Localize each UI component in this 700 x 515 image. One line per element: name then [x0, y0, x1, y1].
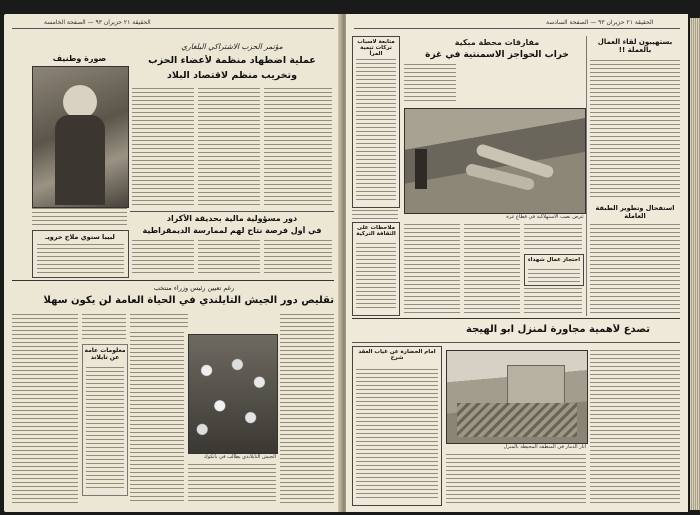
- left-photo-caption-lines: [32, 208, 127, 228]
- left-second-col-3: [264, 240, 332, 276]
- left-main-col-4: [280, 314, 334, 504]
- right-rule-3: [352, 342, 680, 343]
- left-lead-headline-2: وتخريب منظم لاقتصاد البلاد: [166, 70, 297, 81]
- left-main-col-5: [188, 464, 276, 504]
- right-bottom-photo-caption: أثار الدمار في المنطقة المحيطة بالمنزل: [503, 444, 586, 450]
- left-second-headline-2: في أول فرصة نتاح لهم لممارسة الديمقراطية: [142, 226, 322, 235]
- right-box-3: [524, 254, 584, 286]
- right-lead-headline: خراب الحواجز الاسمنتية في غزة: [425, 50, 569, 60]
- left-running-head: الحقيقة ٢١ حزيران ٩٣ — الصفحة الخامسة: [44, 19, 151, 26]
- left-top-photo: [32, 66, 129, 208]
- right-lead-photo: [404, 108, 586, 214]
- right-mid-col-3: [524, 224, 582, 250]
- right-bottom-box-text: [356, 369, 438, 501]
- left-kicker: مؤتمر الحزب الاشتراكي البلغاري: [181, 42, 283, 51]
- right-bottom-headline: تصدع لأهمية مجاورة لمنزل ابو الهيجة: [466, 324, 650, 335]
- right-box-2-text: [356, 243, 396, 311]
- left-second-col-1: [132, 240, 194, 276]
- newspaper-spread: [4, 14, 694, 512]
- right-top-rule: [354, 28, 680, 29]
- left-top-rule: [12, 28, 334, 29]
- right-box-3-text: [528, 269, 580, 282]
- right-mid-col-2: [464, 224, 520, 314]
- photo-figure-body: [55, 115, 105, 205]
- right-rule-2: [352, 318, 680, 319]
- right-side-box: [352, 36, 400, 208]
- left-rule-3: [12, 280, 334, 281]
- left-rule-2: [130, 211, 334, 212]
- left-main-col-2a: [82, 314, 126, 340]
- right-mid-col-1: [404, 224, 460, 314]
- right-lead-photo-caption: عرض نصب الاستهلاكية في قطاع غزة: [506, 214, 584, 220]
- left-main-col-3: [130, 332, 184, 504]
- right-side-title: متابعة لاسباب تركات تنمية المرأ: [357, 39, 395, 57]
- right-box-2: [352, 222, 400, 316]
- photo-rubble: [457, 403, 577, 437]
- left-lead-col-2: [198, 88, 260, 208]
- left-kicker-2: رغم تعيين رئيس وزراء منتخب: [153, 284, 235, 292]
- right-bottom-kicker: أمام الحضارة عن غياب العقد شرح: [358, 349, 436, 361]
- right-sub-headline-1: ملاحظات على الثقافة التركية: [356, 225, 396, 237]
- right-side-text: [356, 59, 396, 203]
- photo-figure: [415, 149, 427, 189]
- right-sub-headline-3: استفحال وتطوير الطبقة العاملة: [595, 204, 675, 220]
- right-kicker: مفارقات محطة مبكية: [454, 38, 540, 47]
- left-main-col-3a: [130, 314, 188, 328]
- left-lead-col-3: [264, 88, 332, 208]
- right-page: [346, 14, 688, 512]
- right-column-headline: بستهيبون لقاء العمال بالعملة !!: [597, 38, 673, 54]
- right-mid-col-4: [524, 288, 582, 314]
- left-photo-title: صورة وطنيف: [52, 54, 107, 63]
- right-vrule-1: [586, 36, 587, 316]
- left-box-title: لبيبا ستوي ملاح حرويـ: [45, 233, 115, 241]
- right-running-head: الحقيقة ٢١ حزيران ٩٣ — الصفحة السادسة: [546, 19, 654, 26]
- left-crowd-photo: [188, 334, 278, 454]
- right-bottom-col-2: [590, 350, 680, 504]
- left-main-col-1: [12, 314, 78, 504]
- left-second-headline-1: دور مسؤولية مالية بحديقة الأكراد: [166, 214, 298, 223]
- right-column-text: [590, 60, 680, 200]
- left-box: [32, 230, 129, 278]
- left-info-column: [82, 344, 128, 496]
- left-second-col-2: [198, 240, 260, 276]
- left-page: [4, 14, 342, 512]
- photo-house: [507, 365, 565, 407]
- left-lead-headline-1: عملية اضطهاد منظمة لأعضاء الحزب: [148, 55, 316, 66]
- right-column-text-2: [590, 224, 680, 314]
- right-sub-headline-2: احتجاز عمال شهداء: [527, 257, 581, 263]
- photo-figure-head: [63, 85, 97, 119]
- page-stack-edge: [690, 18, 700, 510]
- left-box-text: [37, 244, 124, 274]
- left-lead-col-1: [132, 88, 194, 208]
- left-info-text: [86, 367, 124, 491]
- left-crowd-photo-caption: الجيش التايلاندي يطالب في بانكوك: [203, 454, 276, 460]
- right-bottom-photo: [446, 350, 588, 444]
- right-side-lines: [352, 210, 398, 220]
- left-info-title: معلومات عامة عن تايلاند: [84, 347, 126, 361]
- right-bottom-col-1: [446, 454, 586, 504]
- left-main-headline: تقليص دور الجيش التايلندي في الحياة العامة لن يكون سهلاً: [44, 295, 334, 306]
- right-bottom-box: [352, 346, 442, 506]
- right-lead-col-1: [404, 64, 456, 104]
